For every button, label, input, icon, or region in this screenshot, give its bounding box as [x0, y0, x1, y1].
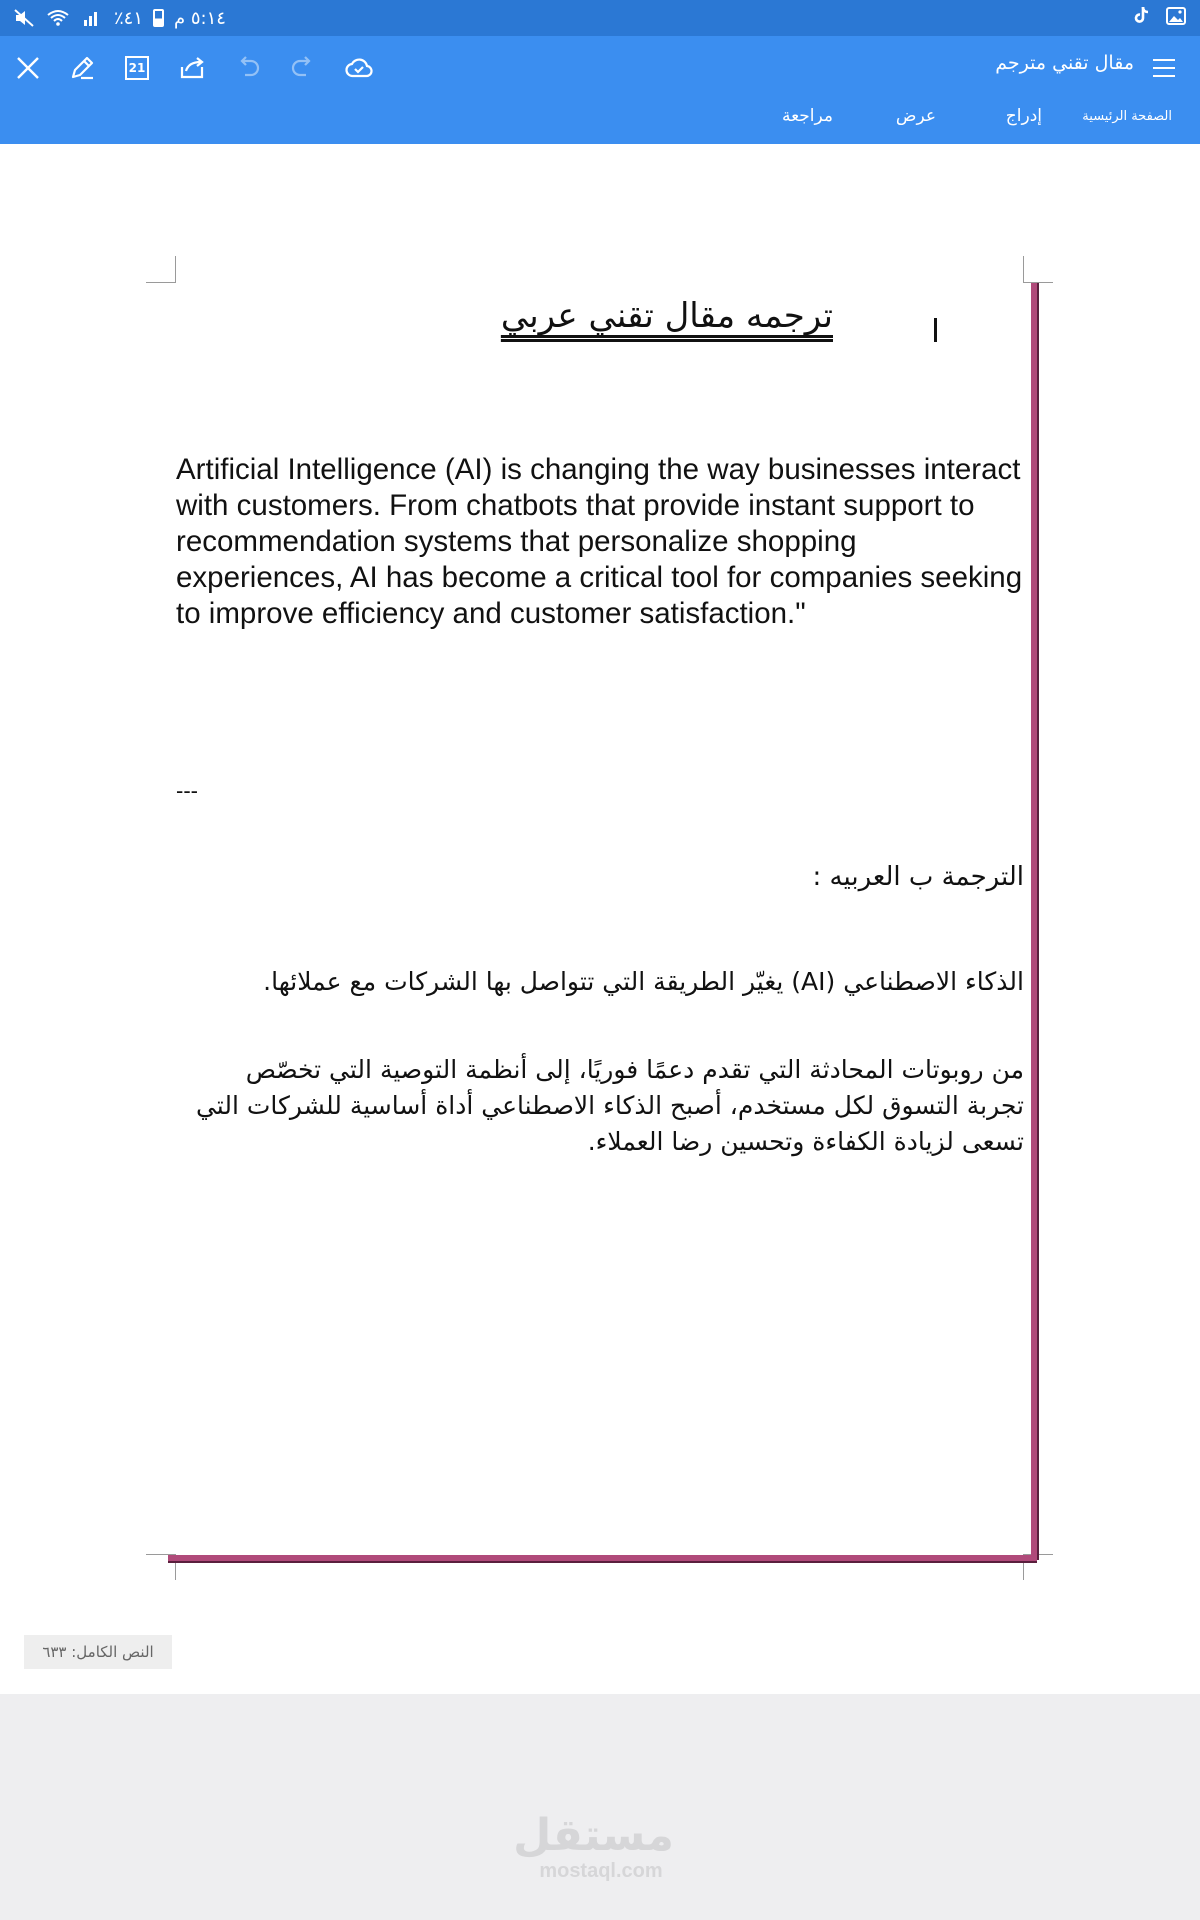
- page-jump-button[interactable]: [117, 48, 157, 88]
- redo-icon: [288, 53, 318, 83]
- mute-icon: [12, 6, 36, 30]
- tab-review[interactable]: مراجعة: [781, 106, 833, 126]
- tab-home[interactable]: الصفحة الرئيسية: [1082, 109, 1172, 124]
- clock: ٥:١٤ م: [174, 7, 226, 29]
- watermark-logo: [513, 1810, 674, 1882]
- page-border-right: [1031, 283, 1037, 1560]
- tab-insert[interactable]: إدراج: [1005, 106, 1042, 126]
- app-toolbar: [0, 36, 1200, 144]
- arabic-paragraph-1[interactable]: الذكاء الاصطناعي (AI) يغيّر الطريقة التي تتواصل بها الشركات مع عملائها.: [263, 967, 1024, 996]
- corner-mark: [146, 282, 176, 283]
- status-bar: [0, 0, 1200, 36]
- page-number-icon: [125, 56, 149, 80]
- cloud-check-icon: [344, 53, 374, 83]
- word-count-badge[interactable]: النص الكامل: ٦٣٣: [24, 1635, 172, 1669]
- text-cursor: [934, 318, 937, 342]
- signal-icon: [80, 6, 104, 30]
- arabic-paragraph-2[interactable]: من روبوتات المحادثة التي تقدم دعمًا فوريًا، إلى أنظمة التوصية التي تخصّص تجربة التسوق لكل مستخدم، أصبح الذكاء الاصطناعي أداة أساسية للشركات التي تسعى لزيادة الكفاءة وتحسين رضا العملاء.: [195, 1055, 1024, 1156]
- corner-mark: [175, 256, 176, 283]
- share-icon: [177, 53, 207, 83]
- pencil-icon: [67, 53, 97, 83]
- corner-mark: [1023, 282, 1053, 283]
- corner-mark: [1023, 256, 1024, 283]
- arabic-heading[interactable]: الترجمة ب العربيه :: [812, 862, 1024, 892]
- wifi-icon: [46, 6, 70, 30]
- close-icon: [13, 53, 43, 83]
- gallery-icon: [1164, 4, 1188, 28]
- bottom-area: [0, 1694, 1200, 1920]
- tab-view[interactable]: عرض: [895, 106, 936, 126]
- document-heading[interactable]: ترجمه مقال تقني عربي: [500, 296, 833, 336]
- redo-button[interactable]: [283, 48, 323, 88]
- battery-level: ٤١٪: [114, 7, 144, 29]
- close-button[interactable]: [8, 48, 48, 88]
- undo-icon: [233, 53, 263, 83]
- watermark-latin: mostaql.com: [539, 1860, 663, 1882]
- menu-button[interactable]: [1144, 48, 1184, 88]
- edit-button[interactable]: [62, 48, 102, 88]
- document-title: مقال تقني مترجم: [995, 52, 1134, 74]
- ribbon-tabs: [0, 106, 1200, 136]
- hamburger-icon: [1151, 57, 1177, 79]
- share-button[interactable]: [172, 48, 212, 88]
- tiktok-icon: [1130, 4, 1154, 28]
- separator-text[interactable]: ---: [176, 778, 198, 803]
- status-right: [1130, 4, 1188, 28]
- page-number: 21: [128, 61, 146, 75]
- document-canvas[interactable]: [0, 144, 1200, 1694]
- english-paragraph[interactable]: Artificial Intelligence (AI) is changing the way businesses interact with customers. From chatbots that provide instant support to recommendation systems that personalize shopping experiences, AI has become a critical tool for companies seeking to improve efficiency and customer satisfaction.": [176, 453, 1023, 630]
- page-border-bottom: [168, 1555, 1037, 1561]
- battery-icon: [153, 9, 164, 27]
- cloud-save-button[interactable]: [339, 48, 379, 88]
- undo-button[interactable]: [228, 48, 268, 88]
- watermark-arabic: مستقل: [513, 1810, 674, 1861]
- status-left: [12, 6, 226, 30]
